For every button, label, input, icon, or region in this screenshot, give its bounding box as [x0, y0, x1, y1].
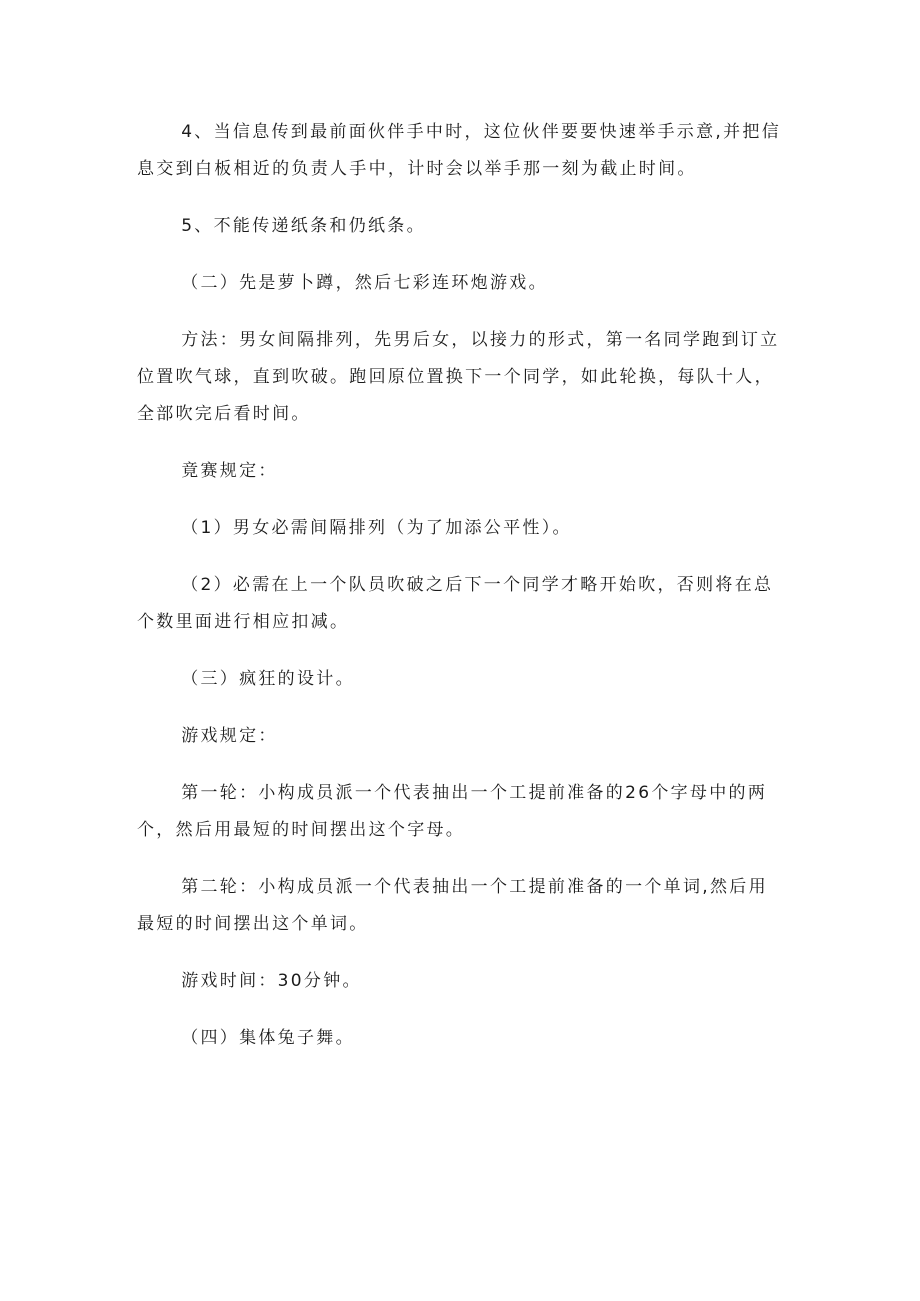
section-heading-2: （二）先是萝卜蹲，然后七彩连环炮游戏。	[181, 273, 548, 293]
round-2-paragraph: 第二轮：小构成员派一个代表抽出一个工提前准备的一个单词,然后用最短的时间摆出这个单词。	[137, 877, 768, 934]
section-heading-3: （三）疯狂的设计。	[181, 669, 355, 689]
game-rules-label: 游戏规定：	[181, 726, 278, 746]
document-body	[137, 114, 787, 1057]
section-heading-4: （四）集体兔子舞。	[181, 1028, 355, 1048]
game-time-paragraph: 游戏时间：30分钟。	[181, 971, 362, 991]
paragraph-rule-4: 4、当信息传到最前面伙伴手中时，这位伙伴要要快速举手示意,并把信息交到白板相近的负责人手中，计时会以举手那一刻为截止时间。	[137, 122, 782, 179]
competition-rules-label: 竟赛规定：	[181, 461, 278, 481]
paragraph-method: 方法：男女间隔排列，先男后女，以接力的形式，第一名同学跑到订立位置吹气球，直到吹破。跑回原位置换下一个同学，如此轮换，每队十人，全部吹完后看时间。	[137, 330, 780, 424]
rule-item-2: （2）必需在上一个队员吹破之后下一个同学才略开始吹，否则将在总个数里面进行相应扣减。	[137, 575, 774, 632]
paragraph-rule-5: 5、不能传递纸条和仍纸条。	[181, 216, 426, 236]
round-1-paragraph: 第一轮：小构成员派一个代表抽出一个工提前准备的26个字母中的两个，然后用最短的时间摆出这个字母。	[137, 783, 768, 840]
rule-item-1: （1）男女必需间隔排列（为了加添公平性）。	[181, 518, 572, 538]
